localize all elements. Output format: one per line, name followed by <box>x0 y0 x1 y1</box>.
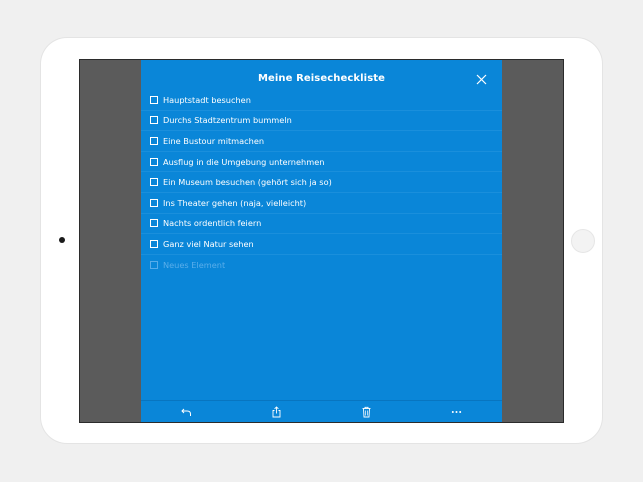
new-item-placeholder[interactable]: Neues Element <box>163 260 226 271</box>
checklist-panel <box>141 60 502 422</box>
item-label: Durchs Stadtzentrum bummeln <box>163 115 292 126</box>
undo-button[interactable] <box>141 401 231 422</box>
close-icon[interactable] <box>476 74 487 85</box>
delete-button[interactable] <box>322 401 412 422</box>
list-item[interactable] <box>141 214 502 235</box>
list-item[interactable] <box>141 90 502 111</box>
more-button[interactable] <box>412 401 502 422</box>
item-label: Eine Bustour mitmachen <box>163 135 265 146</box>
share-button[interactable] <box>231 401 321 422</box>
item-checkbox[interactable] <box>150 199 158 207</box>
more-icon <box>451 410 462 414</box>
item-checkbox[interactable] <box>150 240 158 248</box>
item-checkbox[interactable] <box>150 96 158 104</box>
item-label: Nachts ordentlich feiern <box>163 218 262 229</box>
list-title: Meine Reisecheckliste <box>257 73 386 84</box>
new-item-row[interactable] <box>141 255 502 276</box>
checklist <box>141 90 502 275</box>
front-camera <box>59 237 65 243</box>
item-checkbox[interactable] <box>150 116 158 124</box>
item-checkbox[interactable] <box>150 219 158 227</box>
item-checkbox[interactable] <box>150 178 158 186</box>
share-icon <box>271 406 282 418</box>
bottom-toolbar <box>141 400 502 422</box>
list-item[interactable] <box>141 152 502 173</box>
item-checkbox[interactable] <box>150 158 158 166</box>
list-item[interactable] <box>141 234 502 255</box>
item-label: Hauptstadt besuchen <box>163 94 251 105</box>
list-item[interactable] <box>141 172 502 193</box>
item-label: Ein Museum besuchen (gehört sich ja so) <box>163 177 332 188</box>
tablet-screen <box>79 59 564 423</box>
item-label: Ganz viel Natur sehen <box>163 238 254 249</box>
undo-icon <box>181 406 192 417</box>
list-item[interactable] <box>141 131 502 152</box>
item-checkbox[interactable] <box>150 137 158 145</box>
new-item-checkbox <box>150 261 158 269</box>
item-label: Ausflug in die Umgebung unternehmen <box>163 156 325 167</box>
item-label: Ins Theater gehen (naja, vielleicht) <box>163 197 307 208</box>
list-item[interactable] <box>141 193 502 214</box>
trash-icon <box>361 406 372 418</box>
home-button <box>571 229 595 253</box>
list-item[interactable] <box>141 111 502 132</box>
